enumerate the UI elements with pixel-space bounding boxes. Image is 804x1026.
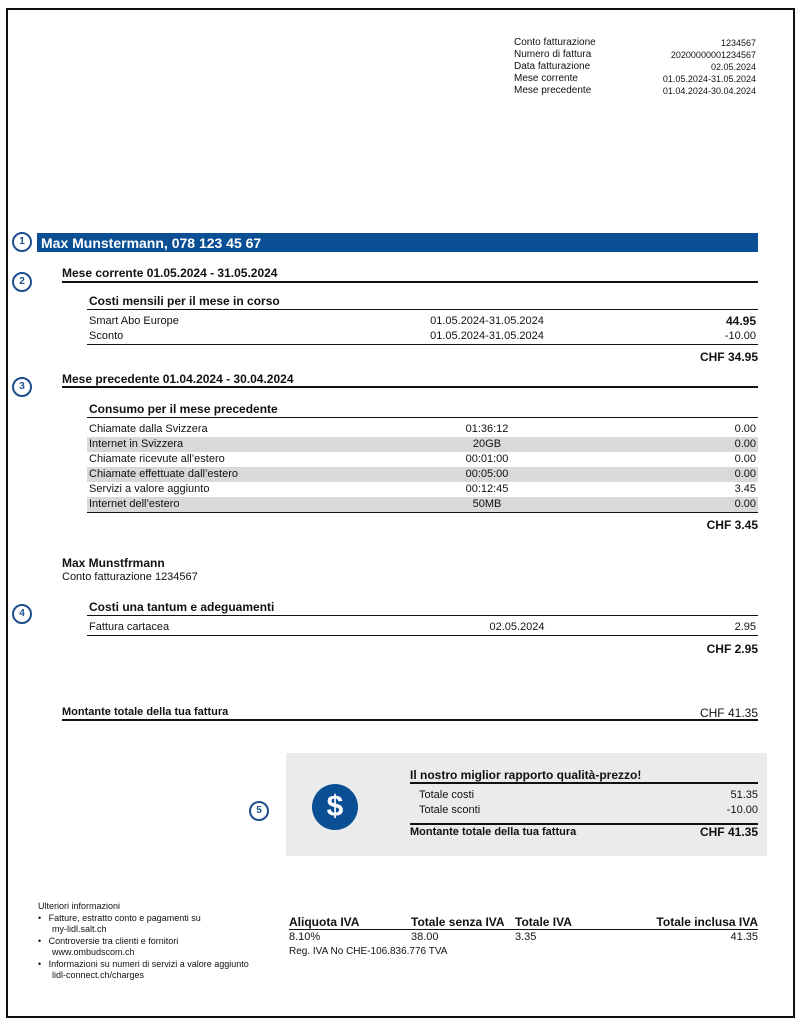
header-label: Conto fatturazione (514, 37, 596, 48)
row-quantity: 00:01:00 (465, 453, 509, 465)
divider (62, 281, 758, 283)
customer-banner (37, 233, 758, 252)
row-label: Chiamate dalla Svizzera (89, 423, 208, 435)
vat-amount: 3.35 (515, 931, 537, 943)
row-quantity: 50MB (472, 498, 502, 510)
previous-month-title: Mese precedente 01.04.2024 - 30.04.2024 (62, 372, 294, 386)
divider (289, 929, 758, 930)
info-text: Controversie tra clienti e fornitori (48, 936, 179, 946)
table-row (87, 314, 758, 329)
info-link[interactable]: lidl-connect.ch/charges (52, 970, 145, 980)
header-row-invoice-number (514, 49, 756, 61)
divider (87, 635, 758, 636)
row-label: Internet in Svizzera (89, 438, 184, 450)
row-label: Internet dell’estero (89, 498, 180, 510)
info-bullet (38, 936, 178, 958)
info-link[interactable]: www.ombudscom.ch (52, 947, 135, 957)
summary-total-amount: CHF 41.35 (699, 825, 758, 839)
row-amount: 0.00 (734, 453, 756, 465)
info-text: Informazioni su numeri di servizi a valore aggiunto (48, 959, 249, 969)
bullet-icon: • (38, 959, 42, 969)
table-row (87, 467, 758, 482)
divider (87, 344, 758, 345)
divider (62, 719, 758, 721)
row-period: 01.05.2024-31.05.2024 (430, 315, 544, 327)
row-amount: -10.00 (724, 330, 756, 342)
row-label: Chiamate ricevute all’estero (89, 453, 225, 465)
customer-name-phone: Max Munstermann, 078 123 45 67 (41, 235, 262, 251)
row-amount: 2.95 (734, 621, 756, 633)
table-row (87, 437, 758, 452)
table-row (87, 497, 758, 512)
header-row-invoice-date (514, 61, 756, 73)
bullet-icon: • (38, 913, 42, 923)
summary-discounts-amount: -10.00 (726, 804, 758, 816)
summary-total-label: Montante totale della tua fattura (410, 826, 577, 838)
vat-header-gross: Totale inclusa IVA (656, 915, 758, 929)
header-row-current-month (514, 73, 756, 85)
row-amount: 3.45 (734, 483, 756, 495)
marker-5: 5 (249, 801, 269, 821)
info-text: Fatture, estratto conto e pagamenti su (48, 913, 201, 923)
header-label: Mese precedente (514, 85, 592, 96)
row-amount: 0.00 (734, 498, 756, 510)
vat-header-vat: Totale IVA (515, 915, 572, 929)
header-value: 01.05.2024-31.05.2024 (662, 74, 756, 84)
header-value: 1234567 (720, 38, 756, 48)
row-date: 02.05.2024 (489, 621, 545, 633)
row-amount: 0.00 (734, 438, 756, 450)
current-month-subtitle: Costi mensili per il mese in corso (89, 294, 280, 308)
table-row (87, 452, 758, 467)
table-row (87, 482, 758, 497)
info-title: Ulteriori informazioni (38, 901, 121, 911)
table-row (87, 329, 758, 344)
header-label: Mese corrente (514, 73, 578, 84)
previous-month-subtitle: Consumo per il mese precedente (89, 402, 278, 416)
header-value: 20200000001234567 (670, 50, 756, 60)
header-label: Numero di fattura (514, 49, 592, 60)
row-label: Chiamate effettuate dall’estero (89, 468, 238, 480)
vat-header-rate: Aliquota IVA (289, 915, 360, 929)
row-label: Sconto (89, 330, 124, 342)
marker-3: 3 (12, 377, 32, 397)
grand-total-amount: CHF 41.35 (699, 706, 758, 720)
row-amount: 0.00 (734, 468, 756, 480)
divider (62, 386, 758, 388)
row-quantity: 01:36:12 (465, 423, 509, 435)
header-row-previous-month (514, 85, 756, 97)
header-row-account (514, 37, 756, 49)
row-period: 01.05.2024-31.05.2024 (430, 330, 544, 342)
bullet-icon: • (38, 936, 42, 946)
marker-4: 4 (12, 604, 32, 624)
vat-net: 38.00 (411, 931, 439, 943)
table-row (87, 422, 758, 437)
row-amount: 0.00 (734, 423, 756, 435)
current-month-total: CHF 34.95 (699, 350, 758, 364)
divider (87, 615, 758, 616)
marker-1: 1 (12, 232, 32, 252)
table-row (87, 620, 758, 635)
previous-month-total: CHF 3.45 (706, 518, 758, 532)
page-border (6, 8, 795, 1018)
marker-2: 2 (12, 272, 32, 292)
divider (87, 309, 758, 310)
row-label: Servizi a valore aggiunto (89, 483, 210, 495)
summary-costs-label: Totale costi (419, 789, 475, 801)
summary-title: Il nostro miglior rapporto qualità-prezzo! (410, 768, 642, 782)
row-label: Smart Abo Europe (89, 315, 179, 327)
row-quantity: 00:12:45 (465, 483, 509, 495)
row-label: Fattura cartacea (89, 621, 170, 633)
vat-registration: Reg. IVA No CHE-106.836.776 TVA (289, 946, 448, 957)
vat-gross: 41.35 (730, 931, 758, 943)
current-month-title: Mese corrente 01.05.2024 - 31.05.2024 (62, 266, 278, 280)
divider (410, 782, 758, 784)
dollar-icon: $ (312, 784, 358, 830)
account-number: Conto fatturazione 1234567 (62, 571, 198, 583)
info-bullet (38, 959, 249, 981)
one-time-subtitle: Costi una tantum e adeguamenti (89, 600, 275, 614)
header-value: 01.04.2024-30.04.2024 (662, 86, 756, 96)
header-value: 02.05.2024 (710, 62, 756, 72)
summary-discounts-label: Totale sconti (419, 804, 481, 816)
row-quantity: 20GB (472, 438, 502, 450)
grand-total-label: Montante totale della tua fattura (62, 706, 229, 718)
account-name: Max Munstfrmann (62, 556, 165, 570)
row-amount: 44.95 (725, 314, 756, 328)
info-link[interactable]: my-lidl.salt.ch (52, 924, 107, 934)
divider (87, 417, 758, 418)
row-quantity: 00:05:00 (465, 468, 509, 480)
vat-header-net: Totale senza IVA (411, 915, 505, 929)
divider (87, 512, 758, 513)
summary-costs-amount: 51.35 (730, 789, 758, 801)
one-time-total: CHF 2.95 (706, 642, 758, 656)
vat-rate: 8.10% (289, 931, 321, 943)
info-bullet (38, 913, 201, 935)
header-label: Data fatturazione (514, 61, 591, 72)
